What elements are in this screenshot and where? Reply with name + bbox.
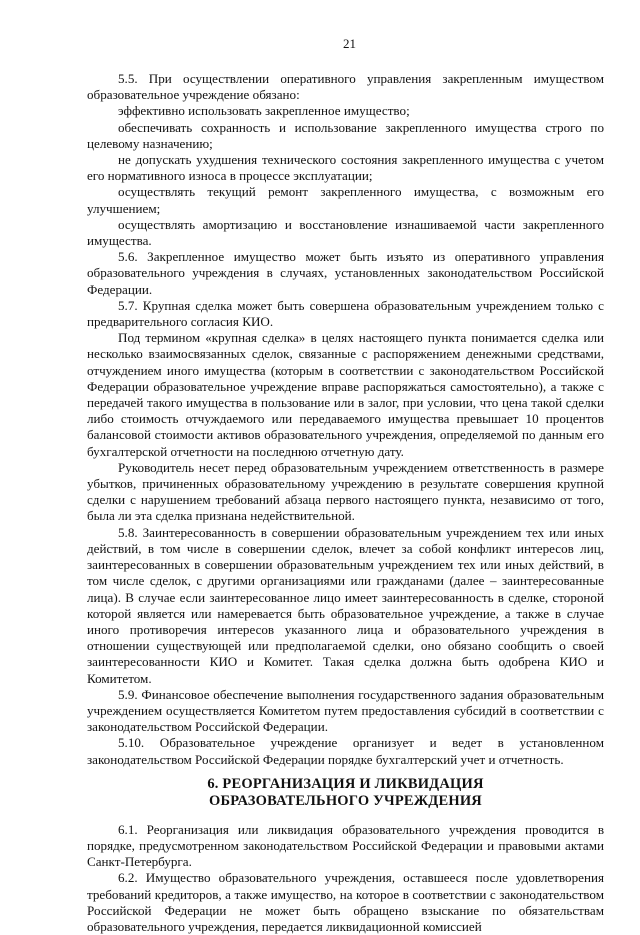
paragraph: Под термином «крупная сделка» в целях настоящего пункта понимается сделка или несколько взаимосвязанных сделок, связанные с распоряжением денежными средствами, отчуждением иного имущества (которым в соответствии с законодательством Российской Федерации образовательное учреждение вправе распоряжаться самостоятельно), а также с передачей такого имущества в пользование или в залог, при условии, что цена такой сделки либо стоимость отчуждаемого или передаваемого имущества превышает 10 процентов балансовой стоимости активов образовательного учреждения, определяемой по данным его бухгалтерской отчетности на последнюю отчетную дату. bbox=[87, 330, 604, 459]
paragraph: 5.10. Образовательное учреждение организует и ведет в установленном законодательством Российской Федерации порядке бухгалтерский учет и отчетность. bbox=[87, 735, 604, 767]
section-heading-line: 6. РЕОРГАНИЗАЦИЯ И ЛИКВИДАЦИЯ bbox=[207, 775, 484, 792]
paragraph: 5.9. Финансовое обеспечение выполнения государственного задания образовательным учреждением осуществляется Комитетом путем предоставления субсидий в соответствии с законодательством Российской Федерации. bbox=[87, 686, 604, 735]
document-body bbox=[87, 71, 604, 935]
paragraph: 5.5. При осуществлении оперативного управления закрепленным имуществом образовательное учреждение обязано: bbox=[87, 71, 604, 103]
paragraph: 5.6. Закрепленное имущество может быть изъято из оперативного управления образовательного учреждения в случаях, установленных законодательством Российской Федерации. bbox=[87, 249, 604, 297]
paragraph: обеспечивать сохранность и использование закрепленного имущества строго по целевому назначению; bbox=[87, 119, 604, 151]
paragraph: не допускать ухудшения технического состояния закрепленного имущества с учетом его нормативного износа в процессе эксплуатации; bbox=[87, 152, 604, 184]
paragraph: Руководитель несет перед образовательным учреждением ответственность в размере убытков, причиненных образовательному учреждению в результате совершения крупной сделки с нарушением требований абзаца первого настоящего пункта, независимо от того, была ли эта сделка признана недействительной. bbox=[87, 459, 604, 524]
paragraph: осуществлять текущий ремонт закрепленного имущества, с возможным его улучшением; bbox=[87, 184, 604, 216]
paragraph: 5.7. Крупная сделка может быть совершена образовательным учреждением только с предварительного согласия КИО. bbox=[87, 297, 604, 330]
page-number: 21 bbox=[343, 36, 356, 51]
paragraph: 5.8. Заинтересованность в совершении образовательным учреждением тех или иных действий, в том числе в совершении сделок, влечет за собой конфликт интересов лиц, заинтересованных в совершении образовательным учреждением тех или иных действий, в том числе сделок, с другими организациями или гражданами (далее – заинтересованные лица). В случае если заинтересованное лицо имеет заинтересованность в сделке, стороной которой является или намеревается быть образовательное учреждение, а также в случае иного противоречия интересов указанного лица и образовательного учреждения в отношении существующей или предполагаемой сделки, оно обязано сообщить о своей заинтересованности КИО и Комитет. Такая сделка должна быть одобрена КИО и Комитетом. bbox=[87, 524, 604, 686]
paragraph: 6.1. Реорганизация или ликвидация образовательного учреждения проводится в порядке, предусмотренном законодательством Российской Федерации и правовыми актами Санкт-Петербурга. bbox=[87, 821, 604, 870]
paragraph: эффективно использовать закрепленное имущество; bbox=[118, 103, 410, 119]
section-heading bbox=[87, 776, 604, 810]
section-heading-line: ОБРАЗОВАТЕЛЬНОГО УЧРЕЖДЕНИЯ bbox=[209, 792, 482, 809]
paragraph: осуществлять амортизацию и восстановление изнашиваемой части закрепленного имущества. bbox=[87, 216, 604, 249]
paragraph: 6.2. Имущество образовательного учреждения, оставшееся после удовлетворения требований кредиторов, а также имущество, на которое в соответствии с законодательством Российской Федерации не может быть обращено взыскание по обязательствам образовательного учреждения, передается ликвидационной комиссией bbox=[87, 870, 604, 934]
